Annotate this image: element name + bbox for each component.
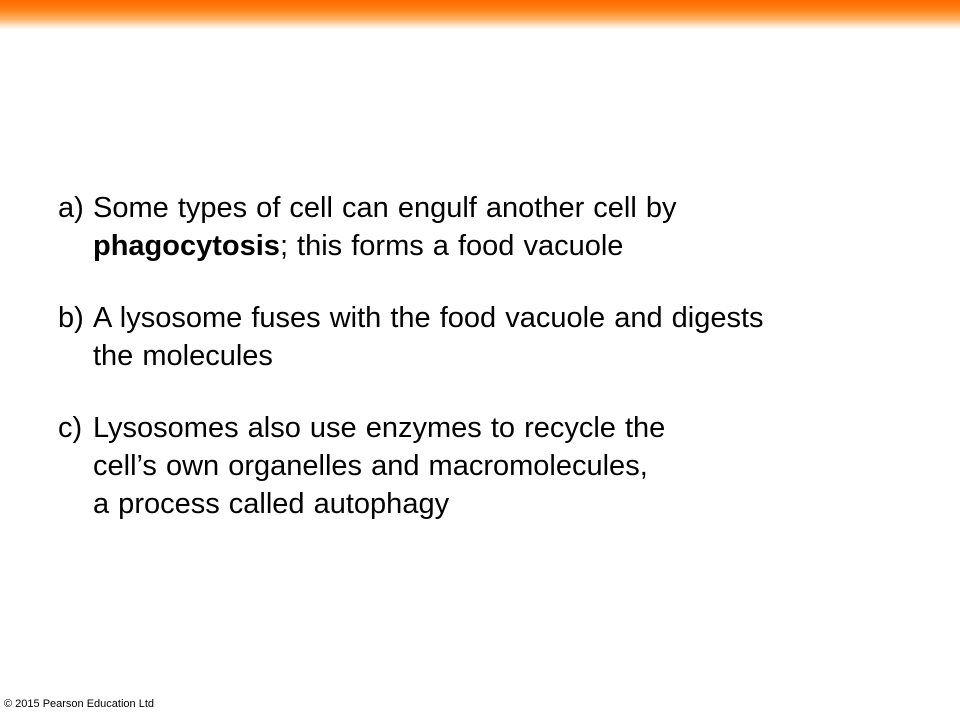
bullet-text xyxy=(93,299,918,375)
bullet-line-continuation: ; this forms a food vacuole xyxy=(279,230,624,262)
bullet-item-a xyxy=(58,189,918,265)
bullet-marker: c) xyxy=(58,412,83,444)
copyright-notice: © 2015 Pearson Education Ltd xyxy=(4,698,154,710)
bullet-list xyxy=(58,189,918,557)
bold-term: phagocytosis xyxy=(93,230,280,262)
header-accent-band xyxy=(0,0,960,30)
bullet-item-b xyxy=(58,299,918,375)
bullet-item-c xyxy=(58,409,918,523)
bullet-text xyxy=(93,189,918,265)
bullet-line: the molecules xyxy=(93,340,273,372)
bullet-marker: b) xyxy=(58,302,84,334)
bullet-line: Lysosomes also use enzymes to recycle the xyxy=(93,412,666,444)
bullet-line: cell’s own organelles and macromolecules, xyxy=(93,450,648,482)
bullet-marker: a) xyxy=(58,192,84,224)
bullet-line: a process called autophagy xyxy=(93,488,450,520)
bullet-line: A lysosome fuses with the food vacuole and digests xyxy=(93,302,764,334)
bullet-text xyxy=(93,409,918,523)
bullet-line xyxy=(93,227,918,265)
bullet-line: Some types of cell can engulf another cell by xyxy=(93,192,677,224)
